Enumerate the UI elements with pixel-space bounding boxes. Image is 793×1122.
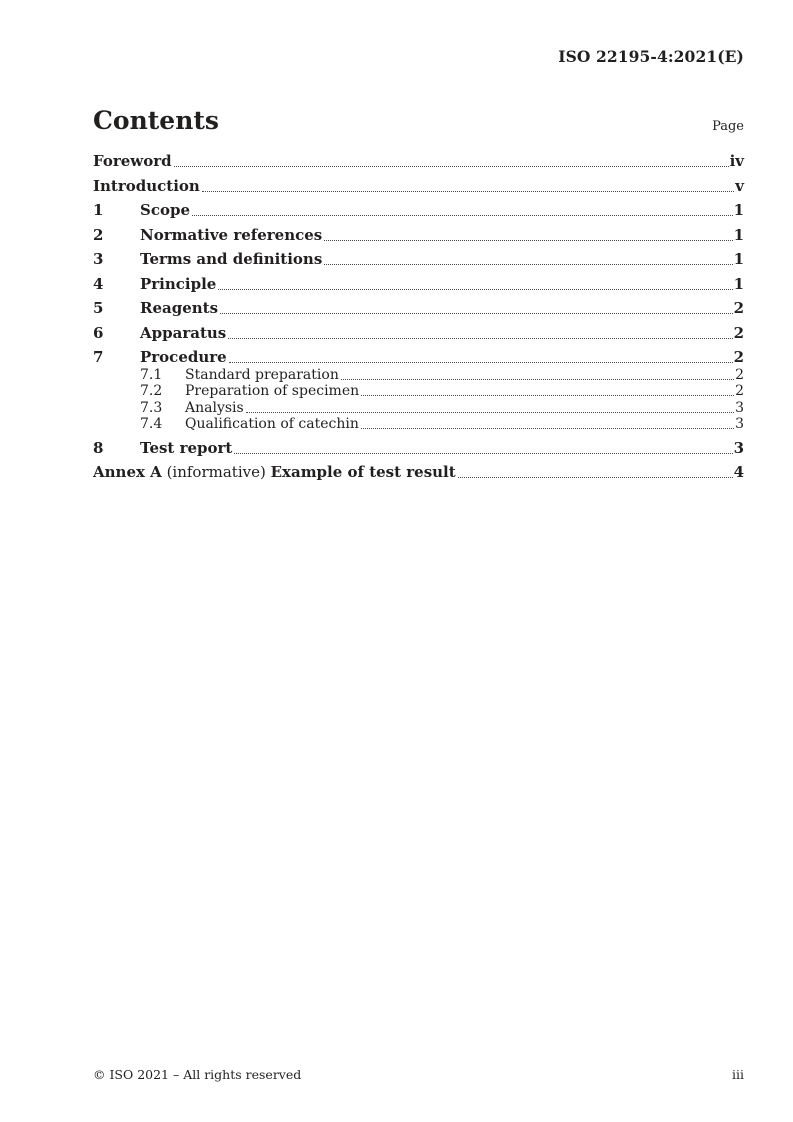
toc-entry-page: 2 xyxy=(735,366,744,383)
page-column-label: Page xyxy=(712,119,744,134)
dot-leader xyxy=(192,215,733,216)
dot-leader xyxy=(458,477,733,478)
toc-entry-label: Normative references xyxy=(140,225,323,244)
dot-leader xyxy=(246,412,734,413)
toc-entry-number: 8 xyxy=(93,438,104,457)
toc-entry-page: 4 xyxy=(733,463,744,481)
toc-entry-number: 7.2 xyxy=(140,383,163,399)
toc-entry-page: 2 xyxy=(735,383,744,399)
toc-entry-page: 3 xyxy=(735,416,744,432)
toc-entry-number: 7.1 xyxy=(140,366,163,383)
toc-entry-foreword[interactable] xyxy=(93,153,744,170)
annex-title: Example of test result xyxy=(270,463,456,481)
dot-leader xyxy=(361,428,734,429)
toc-entry-reagents[interactable] xyxy=(93,300,744,317)
dot-leader xyxy=(361,395,734,396)
toc-entry-label: Qualification of catechin xyxy=(185,416,359,432)
toc-entry-page: 1 xyxy=(733,250,744,268)
toc-entry-introduction[interactable] xyxy=(93,178,744,195)
copyright-notice: © ISO 2021 – All rights reserved xyxy=(93,1067,302,1082)
dot-leader xyxy=(324,264,732,265)
toc-entry-principle[interactable] xyxy=(93,276,744,293)
toc-entry-terms-and-definitions[interactable] xyxy=(93,251,744,268)
toc-entry-number: 5 xyxy=(93,299,104,317)
toc-subentry-qualification-of-catechin[interactable] xyxy=(93,416,744,432)
toc-subentry-standard-preparation[interactable] xyxy=(93,367,744,383)
dot-leader xyxy=(229,362,733,363)
toc-entry-apparatus[interactable] xyxy=(93,325,744,342)
toc-entry-page: v xyxy=(735,176,744,195)
toc-entry-page: 1 xyxy=(733,225,744,244)
toc-entry-label: Principle xyxy=(140,274,217,293)
toc-entry-label: Standard preparation xyxy=(185,366,339,383)
toc-entry-page: 2 xyxy=(733,299,744,317)
toc-entry-label: Reagents xyxy=(140,299,219,317)
toc-subentry-analysis[interactable] xyxy=(93,400,744,416)
toc-entry-label: Apparatus xyxy=(140,323,227,342)
toc-entry-label: Test report xyxy=(140,438,233,457)
toc-entry-test-report[interactable] xyxy=(93,440,744,457)
contents-header xyxy=(93,106,744,136)
dot-leader xyxy=(220,313,733,314)
dot-leader xyxy=(234,453,732,454)
toc-entry-annex-a[interactable] xyxy=(93,464,744,481)
toc-entry-label: Preparation of specimen xyxy=(185,383,360,399)
toc-entry-page: 1 xyxy=(733,274,744,293)
toc-entry-page: 2 xyxy=(733,348,744,366)
dot-leader xyxy=(324,240,732,241)
dot-leader xyxy=(174,166,729,167)
toc-entry-number: 2 xyxy=(93,225,104,244)
toc-entry-label: Introduction xyxy=(93,176,200,195)
toc-entry-label: Scope xyxy=(140,201,191,219)
dot-leader xyxy=(218,289,732,290)
toc-entry-normative-references[interactable] xyxy=(93,227,744,244)
toc-entry-page: iv xyxy=(729,152,744,170)
toc-entry-procedure[interactable] xyxy=(93,349,744,366)
toc-entry-page: 3 xyxy=(733,438,744,457)
toc-entry-number: 6 xyxy=(93,323,104,342)
toc-entry-label: Foreword xyxy=(93,152,172,170)
contents-title: Contents xyxy=(93,106,220,135)
toc-entry-label xyxy=(93,464,456,481)
toc-entry-number: 1 xyxy=(93,201,104,219)
page-footer xyxy=(93,1067,744,1082)
dot-leader xyxy=(341,379,734,380)
dot-leader xyxy=(202,191,734,192)
page-number: iii xyxy=(732,1067,744,1082)
toc-subentry-preparation-of-specimen[interactable] xyxy=(93,383,744,399)
toc-entry-label: Procedure xyxy=(140,348,227,366)
toc-entry-number: 7 xyxy=(93,348,104,366)
toc-entry-number: 7.4 xyxy=(140,416,163,432)
toc-entry-page: 1 xyxy=(733,201,744,219)
toc-entry-page: 3 xyxy=(735,399,744,416)
annex-prefix: Annex A xyxy=(93,463,162,481)
document-reference: ISO 22195-4:2021(E) xyxy=(558,47,744,66)
toc-entry-scope[interactable] xyxy=(93,202,744,219)
annex-qualifier: (informative) xyxy=(161,463,271,481)
table-of-contents xyxy=(93,153,744,481)
dot-leader xyxy=(228,338,732,339)
toc-entry-number: 7.3 xyxy=(140,399,163,416)
toc-entry-page: 2 xyxy=(733,323,744,342)
toc-entry-number: 3 xyxy=(93,250,104,268)
toc-entry-number: 4 xyxy=(93,274,104,293)
toc-entry-label: Analysis xyxy=(185,399,244,416)
toc-entry-label: Terms and definitions xyxy=(140,250,323,268)
